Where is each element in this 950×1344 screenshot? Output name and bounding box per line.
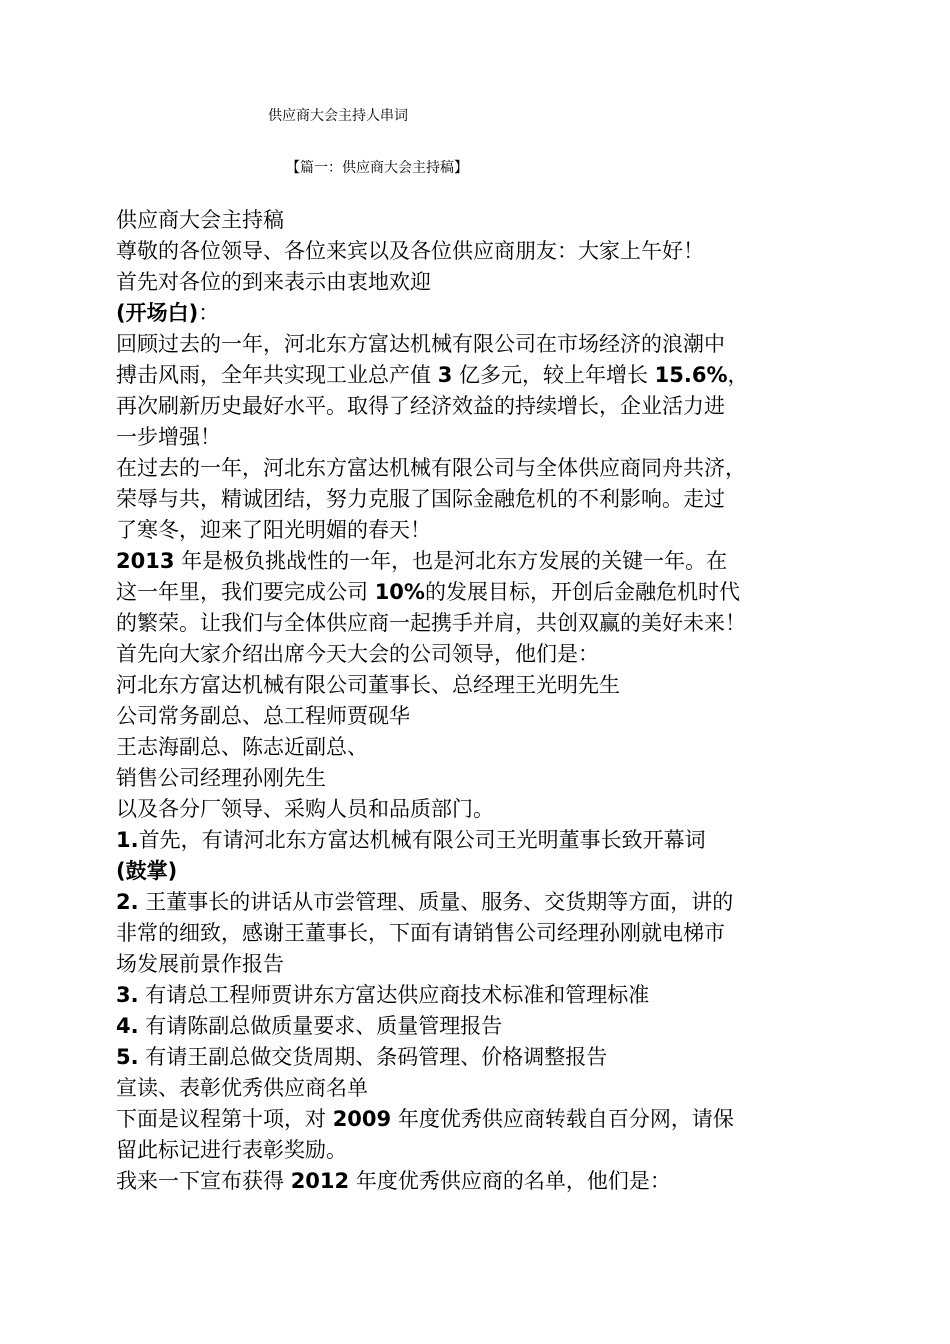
body-line: 2013 年是极负挑战性的一年，也是河北东方发展的关键一年。在 [116, 549, 728, 573]
body-line: 在过去的一年，河北东方富达机械有限公司与全体供应商同舟共济， [116, 456, 746, 480]
body-line: 留此标记进行表彰奖励。 [116, 1138, 347, 1162]
body-line: 首先向大家介绍出席今天大会的公司领导，他们是： [116, 642, 599, 666]
body-line: 荣辱与共，精诚团结，努力克服了国际金融危机的不利影响。走过 [116, 487, 725, 511]
body-line: 1.首先，有请河北东方富达机械有限公司王光明董事长致开幕词 [116, 828, 706, 852]
body-line: 公司常务副总、总工程师贾砚华 [116, 704, 410, 728]
body-line: 3. 有请总工程师贾讲东方富达供应商技术标准和管理标准 [116, 983, 650, 1007]
body-line: 非常的细致，感谢王董事长，下面有请销售公司经理孙刚就电梯市 [116, 921, 725, 945]
body-line: 再次刷新历史最好水平。取得了经济效益的持续增长，企业活力进 [116, 394, 725, 418]
document-body [116, 205, 846, 1197]
body-line: 这一年里，我们要完成公司 10%的发展目标，开创后金融危机时代 [116, 580, 740, 604]
body-line: 河北东方富达机械有限公司董事长、总经理王光明先生 [116, 673, 620, 697]
body-line: 5. 有请王副总做交货周期、条码管理、价格调整报告 [116, 1045, 608, 1069]
body-line: 尊敬的各位领导、各位来宾以及各位供应商朋友：大家上午好！ [116, 239, 704, 263]
body-line: 销售公司经理孙刚先生 [116, 766, 326, 790]
body-line: 的繁荣。让我们与全体供应商一起携手并肩，共创双赢的美好未来！ [116, 611, 746, 635]
body-line: 以及各分厂领导、采购人员和品质部门。 [116, 797, 494, 821]
section-title: 【篇一：供应商大会主持稿】 [286, 160, 468, 176]
body-line: 4. 有请陈副总做质量要求、质量管理报告 [116, 1014, 503, 1038]
body-line: 供应商大会主持稿 [116, 208, 284, 232]
body-line: (鼓掌) [116, 859, 178, 883]
body-line: (开场白)： [116, 301, 220, 325]
body-line: 搏击风雨，全年共实现工业总产值 3 亿多元，较上年增长 15.6%， [116, 363, 749, 387]
body-line: 2. 王董事长的讲话从市尝管理、质量、服务、交货期等方面，讲的 [116, 890, 734, 914]
body-line: 回顾过去的一年，河北东方富达机械有限公司在市场经济的浪潮中 [116, 332, 725, 356]
body-line: 下面是议程第十项，对 2009 年度优秀供应商转载自百分网，请保 [116, 1107, 734, 1131]
body-line: 我来一下宣布获得 2012 年度优秀供应商的名单，他们是： [116, 1169, 671, 1193]
document-title: 供应商大会主持人串词 [268, 108, 408, 124]
body-line: 了寒冬，迎来了阳光明媚的春天！ [116, 518, 431, 542]
body-line: 王志海副总、陈志近副总、 [116, 735, 368, 759]
body-line: 一步增强！ [116, 425, 221, 449]
body-line: 场发展前景作报告 [116, 952, 284, 976]
body-line: 首先对各位的到来表示由衷地欢迎 [116, 270, 431, 294]
body-line: 宣读、表彰优秀供应商名单 [116, 1076, 368, 1100]
